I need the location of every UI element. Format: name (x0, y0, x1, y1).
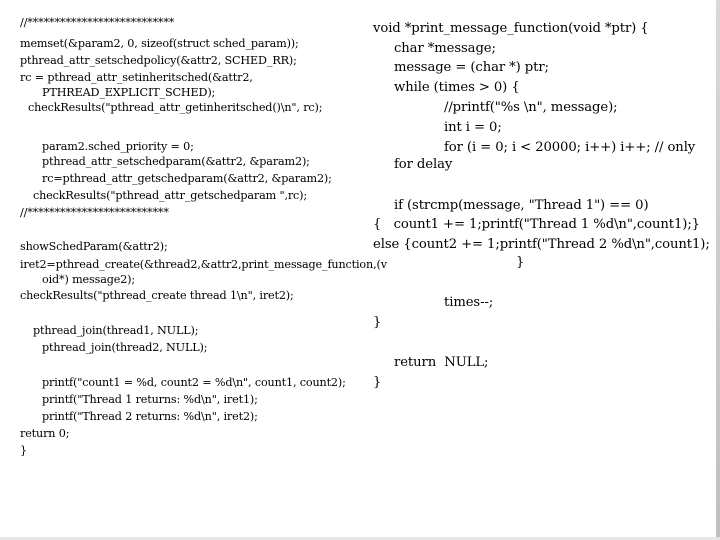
code-line: else {count2 += 1;printf("Thread 2 %d\n",count1); (373, 237, 710, 252)
code-line: void *print_message_function(void *ptr) { (373, 21, 649, 36)
code-line: pthread_attr_setschedpolicy(&attr2, SCHED_RR); (20, 54, 297, 67)
code-line: for (i = 0; i < 20000; i++) i++; // only (444, 140, 696, 155)
code-line: memset(&param2, 0, sizeof(struct sched_param)); (20, 37, 299, 50)
code-line: while (times > 0) { (394, 80, 520, 95)
code-line: } (373, 375, 382, 390)
code-line: //*************************** (20, 16, 175, 29)
code-line: char *message; (394, 41, 496, 56)
code-line: pthread_join(thread1, NULL); (33, 324, 199, 337)
code-line: message = (char *) ptr; (394, 60, 549, 75)
code-line: printf("count1 = %d, count2 = %d\n", count1, count2); (42, 376, 346, 389)
code-line: showSchedParam(&attr2); (20, 240, 168, 253)
code-line: pthread_attr_setschedparam(&attr2, &param2); (42, 155, 310, 168)
code-line: rc=pthread_attr_getschedparam(&attr2, &param2); (42, 172, 332, 185)
code-line: checkResults("pthread_attr_getschedparam ",rc); (33, 189, 307, 202)
code-line: } (20, 444, 27, 457)
code-line: param2.sched_priority = 0; (42, 140, 194, 153)
code-line: pthread_join(thread2, NULL); (42, 341, 208, 354)
code-line: return NULL; (394, 355, 489, 370)
code-line: times--; (444, 295, 494, 310)
code-line: PTHREAD_EXPLICIT_SCHED); (42, 86, 216, 99)
code-line: int i = 0; (444, 120, 502, 135)
code-line: oid*) message2); (42, 273, 136, 286)
code-line: for delay (394, 157, 453, 172)
code-line: } (516, 255, 525, 270)
code-line: checkResults("pthread_attr_getinheritsched()\n", rc); (28, 101, 323, 114)
code-line: return 0; (20, 427, 70, 440)
code-line: checkResults("pthread_create thread 1\n", iret2); (20, 289, 294, 302)
code-line: iret2=pthread_create(&thread2,&attr2,print_message_function,(v (20, 258, 387, 271)
code-line: } (373, 315, 382, 330)
code-line: if (strcmp(message, "Thread 1") == 0) (394, 198, 649, 213)
code-line: { count1 += 1;printf("Thread 1 %d\n",count1);} (373, 217, 700, 232)
code-line: printf("Thread 1 returns: %d\n", iret1); (42, 393, 258, 406)
code-line: //************************** (20, 206, 169, 219)
code-line: rc = pthread_attr_setinheritsched(&attr2, (20, 71, 253, 84)
code-line: printf("Thread 2 returns: %d\n", iret2); (42, 410, 258, 423)
code-line: //printf("%s \n", message); (444, 100, 618, 115)
slide-right-border (716, 0, 720, 540)
